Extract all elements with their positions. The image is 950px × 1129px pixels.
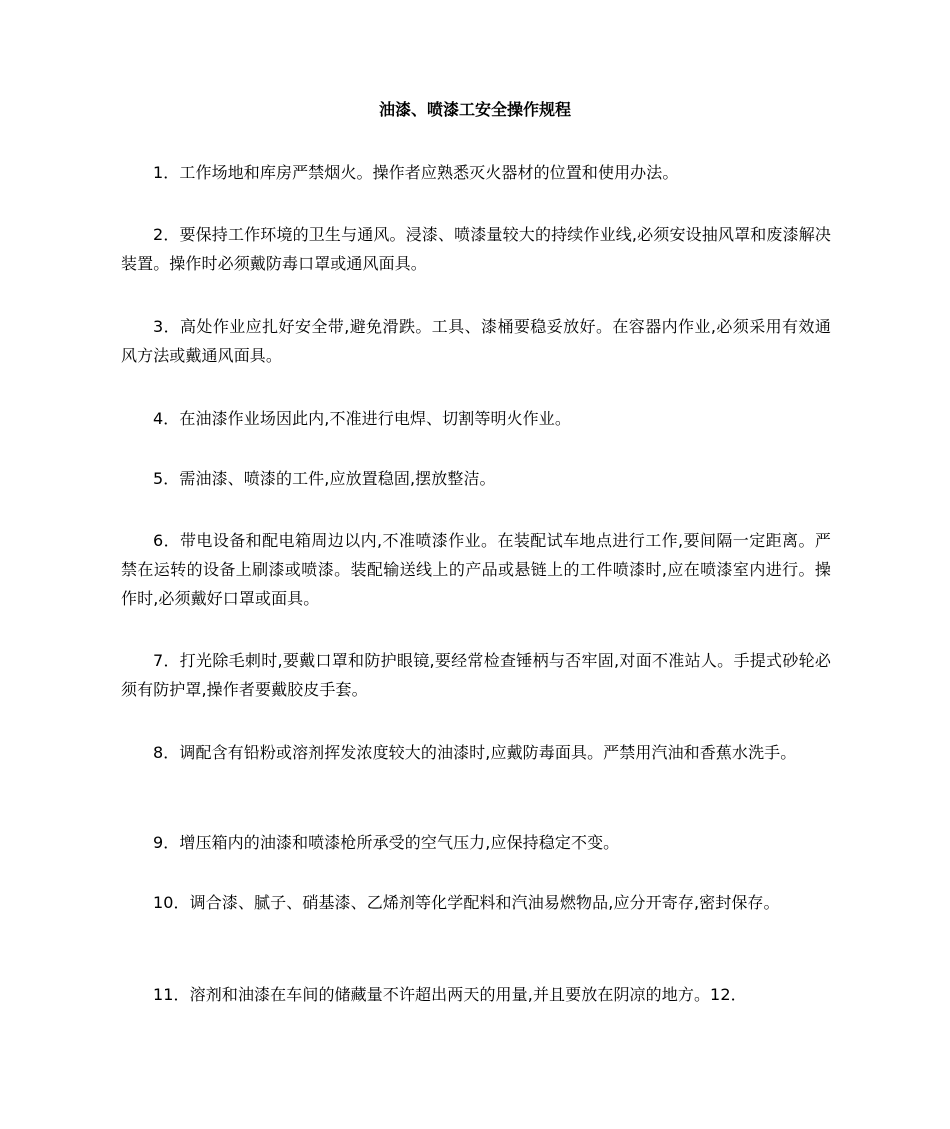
rule-paragraph-4: 4．在油漆作业场因此内,不准进行电焊、切割等明火作业。 — [153, 409, 571, 428]
rule-paragraph-11: 11．溶剂和油漆在车间的储藏量不许超出两天的用量,并且要放在阴凉的地方。12． — [153, 985, 747, 1004]
rule-paragraph-2: 2．要保持工作环境的卫生与通风。浸漆、喷漆量较大的持续作业线,必须安设抽风罩和废漆解决装置。操作时必须戴防毒口罩或通风面具。 — [121, 225, 831, 273]
rule-paragraph-8: 8．调配含有铅粉或溶剂挥发浓度较大的油漆时,应戴防毒面具。严禁用汽油和香蕉水洗手。 — [153, 743, 797, 762]
rule-paragraph-6: 6．带电设备和配电箱周边以内,不准喷漆作业。在装配试车地点进行工作,要间隔一定距离。严禁在运转的设备上刷漆或喷漆。装配输送线上的产品或悬链上的工件喷漆时,应在喷漆室内进行。操作时,必须戴好口罩或面具。 — [121, 531, 831, 608]
rule-paragraph-9: 9．增压箱内的油漆和喷漆枪所承受的空气压力,应保持稳定不变。 — [153, 833, 620, 852]
rule-paragraph-5: 5．需油漆、喷漆的工件,应放置稳固,摆放整洁。 — [153, 469, 496, 488]
rule-paragraph-10: 10．调合漆、腻子、硝基漆、乙烯剂等化学配料和汽油易燃物品,应分开寄存,密封保存。 — [153, 893, 780, 912]
rule-paragraph-7: 7．打光除毛刺时,要戴口罩和防护眼镜,要经常检查锤柄与否牢固,对面不准站人。手提式砂轮必须有防护罩,操作者要戴胶皮手套。 — [121, 651, 831, 699]
rule-paragraph-1: 1．工作场地和库房严禁烟火。操作者应熟悉灭火器材的位置和使用办法。 — [153, 163, 679, 182]
rule-paragraph-3: 3．高处作业应扎好安全带,避免滑跌。工具、漆桶要稳妥放好。在容器内作业,必须采用有效通风方法或戴通风面具。 — [121, 317, 831, 365]
document-title: 油漆、喷漆工安全操作规程 — [378, 100, 571, 119]
